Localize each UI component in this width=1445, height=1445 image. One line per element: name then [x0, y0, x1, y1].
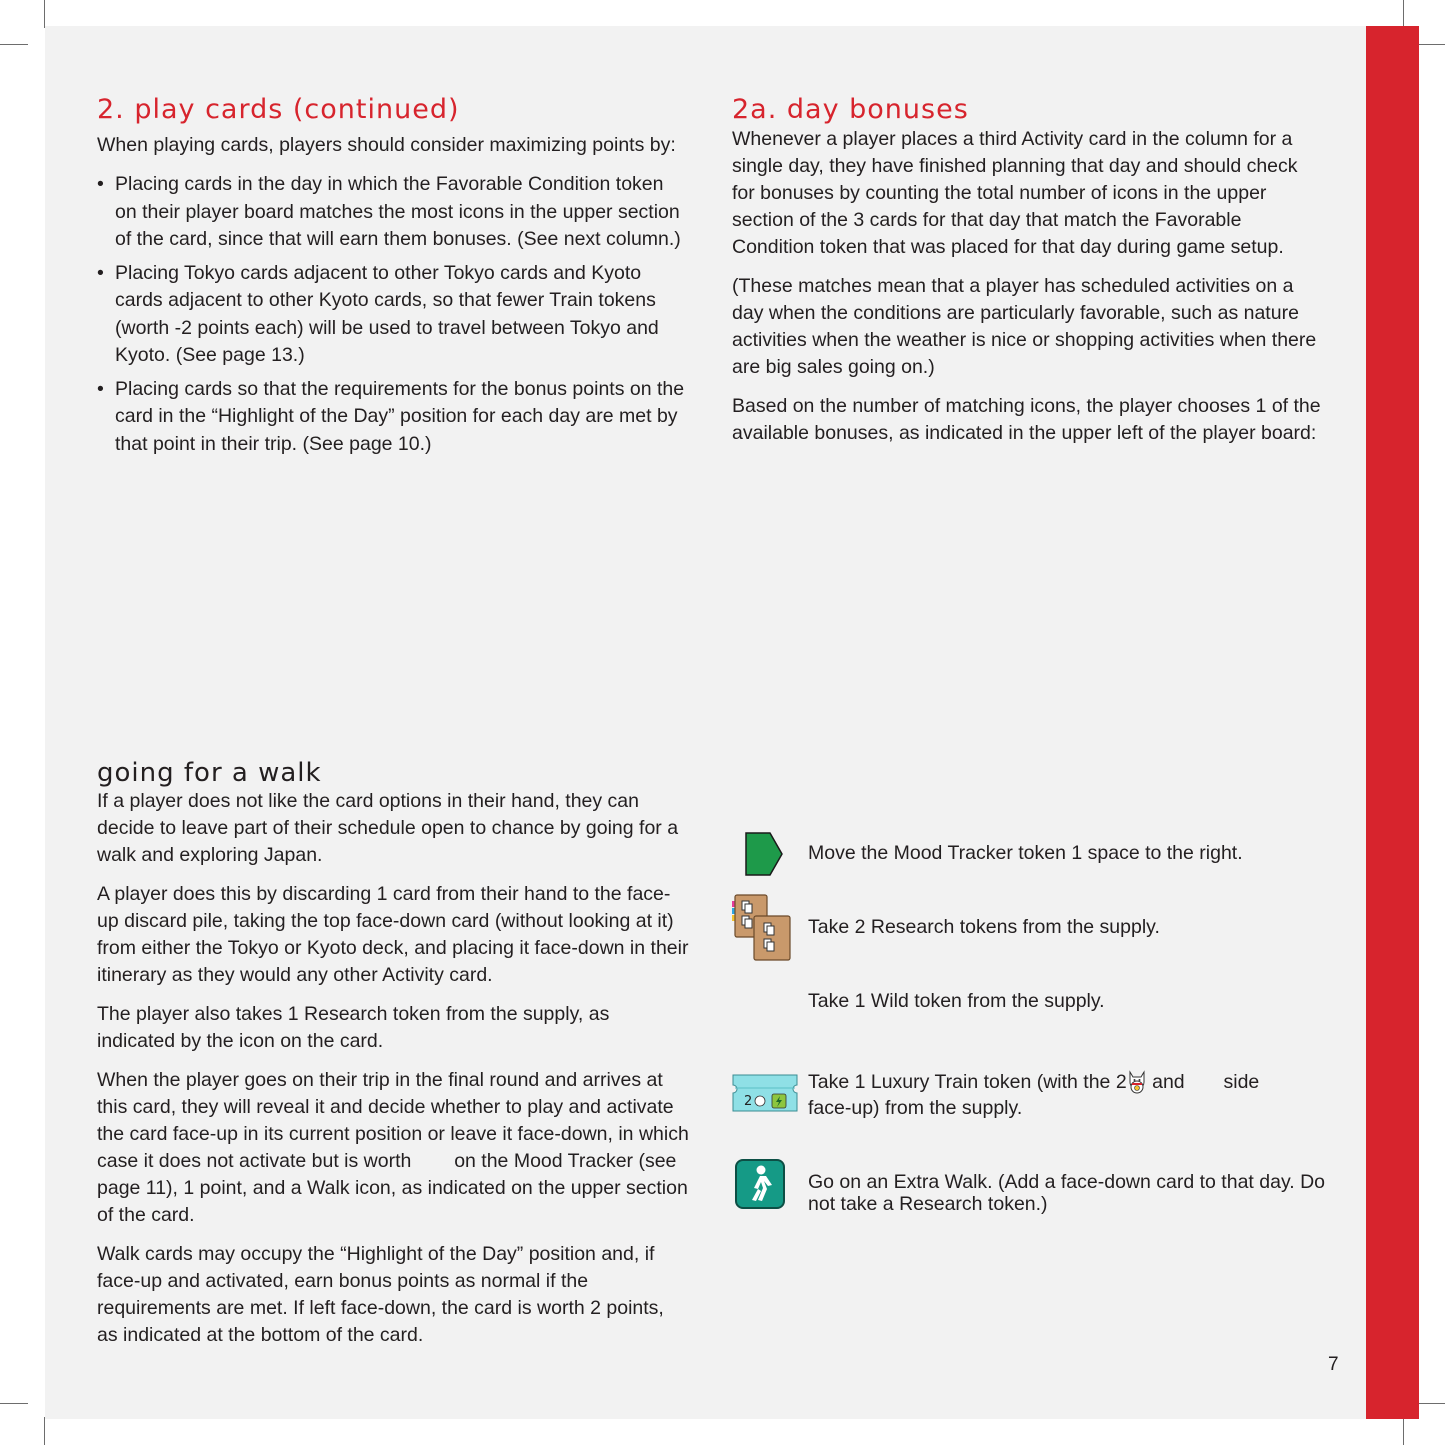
paragraph: Based on the number of matching icons, the player chooses 1 of the available bonuses, as indicated in the upper left of the player board:	[732, 395, 1321, 444]
bullet-list	[97, 171, 689, 458]
paragraph: Walk cards may occupy the “Highlight of the Day” position and, if face-up and activated, earn bonus points as normal if the requirements are met. If left face-down, the card is worth 2 points, as indicated at the bottom of the card.	[97, 1243, 664, 1346]
bonus-text-part: face-up) from the supply.	[808, 1097, 1023, 1119]
crop-mark	[0, 44, 28, 45]
paragraph-part: When the player goes on their trip in the final round and arrives at this card, they will reveal it and decide whether to play and activate the card face-up in its current position or leave it face-down, in which case it does not activate but is worth	[97, 1069, 689, 1172]
bonus-wild	[732, 985, 1332, 1025]
section-going-for-a-walk	[97, 758, 689, 1361]
crop-mark	[1403, 0, 1404, 28]
bonus-research	[732, 893, 1332, 963]
walking-person-icon	[734, 1158, 786, 1210]
paragraph-part: on the Mood Tracker (see page 11), 1 point, and a Walk icon, as indicated on the upper section of the card.	[97, 1150, 688, 1226]
list-item: • Placing Tokyo cards adjacent to other Tokyo cards and Kyoto cards adjacent to other Kyoto cards, so that fewer Train tokens (worth -2 points each) will be used to travel between Tokyo and Kyoto. (See page 13.)	[97, 260, 689, 370]
section-play-cards	[97, 94, 689, 464]
bonus-text-part: Take 1 Luxury Train token (with the 2	[808, 1071, 1127, 1093]
paragraph: If a player does not like the card options in their hand, they can decide to leave part of their schedule open to chance by going for a walk and exploring Japan.	[97, 790, 679, 866]
section-heading: going for a walk	[97, 758, 322, 788]
crop-mark	[1403, 1417, 1404, 1445]
page-edge-band	[1366, 26, 1419, 1419]
paragraph: A player does this by discarding 1 card from their hand to the face-up discard pile, taking the top face-down card (without looking at it) from either the Tokyo or Kyoto deck, and placing it face-down in their itinerary as they would any other Activity card.	[97, 883, 689, 986]
paragraph: Whenever a player places a third Activity card in the column for a single day, they have finished planning that day and should check for bonuses by counting the total number of icons in the upper section of the 3 cards for that day that match the Favorable Condition token that was placed for that day during game setup.	[732, 128, 1298, 258]
crop-mark	[44, 0, 45, 28]
crop-mark	[0, 1403, 28, 1404]
bonus-text-part: and	[1152, 1071, 1185, 1093]
paragraph: The player also takes 1 Research token from the supply, as indicated by the icon on the card.	[97, 1003, 610, 1052]
section-day-bonuses	[732, 94, 1322, 459]
lucky-cat-icon	[1127, 1068, 1147, 1094]
bonus-text: Move the Mood Tracker token 1 space to the right.	[808, 842, 1243, 864]
paragraph	[97, 1067, 689, 1229]
bonus-extra-walk	[732, 1158, 1332, 1214]
section-heading: 2. play cards (continued)	[97, 94, 460, 125]
bonus-text-part: side	[1223, 1071, 1260, 1093]
bonus-text: Go on an Extra Walk. (Add a face-down card to that day. Do not take a Research token.)	[808, 1171, 1326, 1215]
bonus-mood	[732, 830, 1332, 878]
luxury-token-label: 2	[744, 1094, 753, 1109]
bonus-text: Take 2 Research tokens from the supply.	[808, 916, 1160, 938]
paragraph: (These matches mean that a player has scheduled activities on a day when the conditions are particularly favorable, such as nature activities when the weather is nice or shopping activities when there are big sales going on.)	[732, 275, 1317, 378]
list-item: • Placing cards in the day in which the Favorable Condition token on their player board matches the most icons in the upper section of the card, since that will earn them bonuses. (See next column.)	[97, 171, 689, 254]
crop-mark	[44, 1417, 45, 1445]
mood-tracker-arrow-icon	[742, 831, 784, 877]
crop-mark	[1417, 44, 1445, 45]
intro-paragraph: When playing cards, players should consider maximizing points by:	[97, 134, 676, 156]
crop-mark	[1417, 1403, 1445, 1404]
section-heading: 2a. day bonuses	[732, 94, 969, 125]
research-token-icon	[732, 893, 794, 963]
page-number: 7	[1328, 1354, 1339, 1375]
bonus-luxury-train	[732, 1066, 1332, 1126]
luxury-train-token-icon	[732, 1073, 798, 1113]
bonus-text: Take 1 Wild token from the supply.	[808, 990, 1105, 1012]
bonus-text	[808, 1068, 1328, 1121]
list-item: • Placing cards so that the requirements for the bonus points on the card in the “Highlight of the Day” position for each day are met by that point in their trip. (See page 10.)	[97, 376, 689, 459]
